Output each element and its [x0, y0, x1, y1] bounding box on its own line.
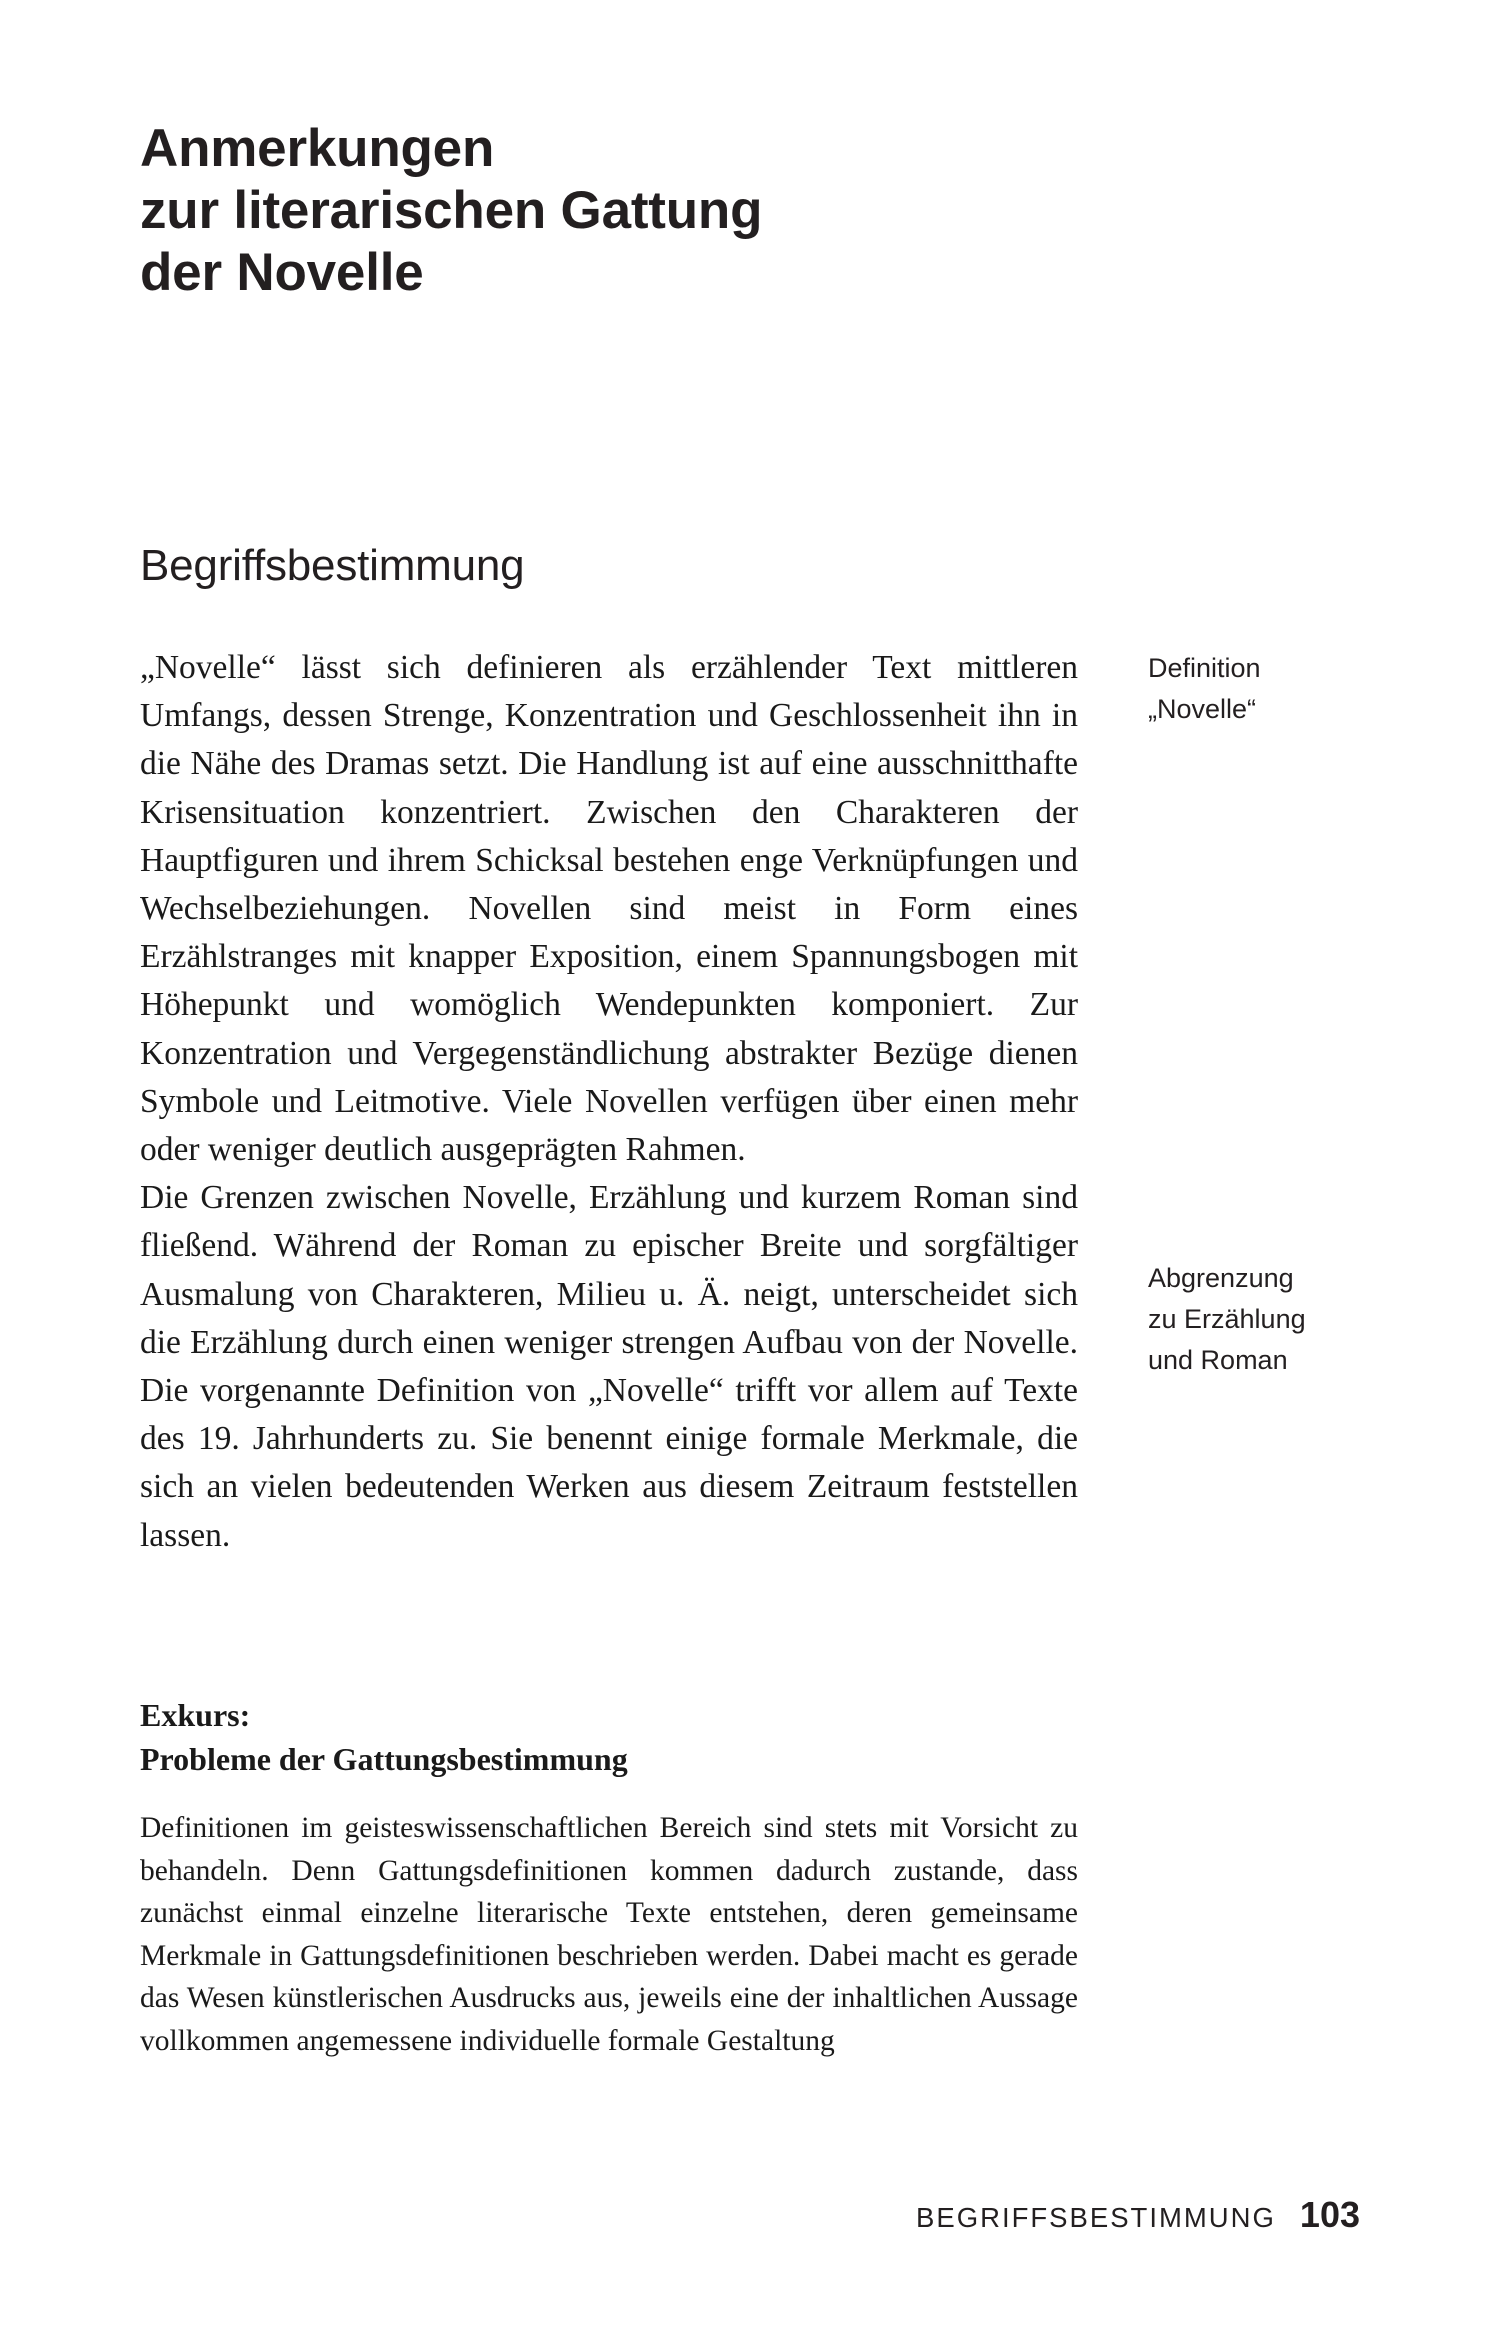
- margin-note-abgrenzung-line-3: und Roman: [1148, 1345, 1288, 1375]
- section-heading-begriffsbestimmung: Begriffsbestimmung: [140, 541, 525, 590]
- page-title: [140, 118, 1100, 304]
- body-paragraph-1: „Novelle“ lässt sich definieren als erzählender Text mittleren Umfangs, dessen Strenge, Konzentration und Geschlossenheit ihn in die Nähe des Dramas setzt. Die Handlung ist auf eine ausschnitthafte Krisensituation konzentriert. Zwischen den Charakteren der Hauptfiguren und ihrem Schicksal bestehen enge Verknüpfungen und Wechselbeziehungen. Novellen sind meist in Form eines Erzählstranges mit knapper Exposition, einem Spannungsbogen mit Höhepunkt und womöglich Wendepunkten komponiert. Zur Konzentration und Vergegenständlichung abstrakter Bezüge dienen Symbole und Leitmotive. Viele Novellen verfügen über einen mehr oder weniger deutlich ausgeprägten Rahmen.: [140, 649, 1078, 1169]
- body-paragraph-2: Die Grenzen zwischen Novelle, Erzählung und kurzem Roman sind fließend. Während der Roman zu epischer Breite und sorgfältiger Ausmalung von Charakteren, Milieu u. Ä. neigt, unterscheidet sich die Erzählung durch einen weniger strengen Aufbau von der Novelle. Die vorgenannte Definition von „Novelle“ trifft vor allem auf Texte des 19. Jahrhunderts zu. Sie benennt einige formale Merkmale, die sich an vielen bedeutenden Werken aus diesem Zeitraum feststellen lassen.: [140, 1179, 1078, 1554]
- margin-note-definition-line-1: Definition: [1148, 653, 1261, 683]
- page-footer: [0, 2194, 1500, 2236]
- margin-note-abgrenzung-line-2: zu Erzählung: [1148, 1304, 1306, 1334]
- margin-note-abgrenzung-line-1: Abgrenzung: [1148, 1263, 1294, 1293]
- footer-running-head: BEGRIFFSBESTIMMUNG: [916, 2202, 1276, 2233]
- exkurs-section: [140, 1693, 1078, 2063]
- page-title-line-2: zur literarischen Gattung: [140, 181, 763, 240]
- page-title-line-3: der Novelle: [140, 243, 424, 302]
- margin-note-definition-line-2: „Novelle“: [1148, 694, 1257, 724]
- exkurs-heading-line-2: Probleme der Gattungsbestimmung: [140, 1741, 628, 1777]
- exkurs-paragraph: Definitionen im geisteswissenschaftlichen Bereich sind stets mit Vorsicht zu behandeln. Denn Gattungsdefinitionen kommen dadurch zustande, dass zunächst einmal einzelne literarische Texte entstehen, deren gemeinsame Merkmale in Gattungsdefinitionen beschrieben werden. Dabei macht es gerade das Wesen künstlerischen Ausdrucks aus, jeweils eine der inhaltlichen Aussage vollkommen angemessene individuelle formale Gestaltung: [140, 1812, 1078, 2057]
- margin-note-definition: [1148, 648, 1448, 730]
- page-title-line-1: Anmerkungen: [140, 119, 495, 178]
- margin-note-abgrenzung: [1148, 1258, 1448, 1381]
- footer-page-number: 103: [1299, 2194, 1360, 2235]
- main-text-column: [140, 644, 1078, 1560]
- exkurs-heading-line-1: Exkurs:: [140, 1697, 251, 1733]
